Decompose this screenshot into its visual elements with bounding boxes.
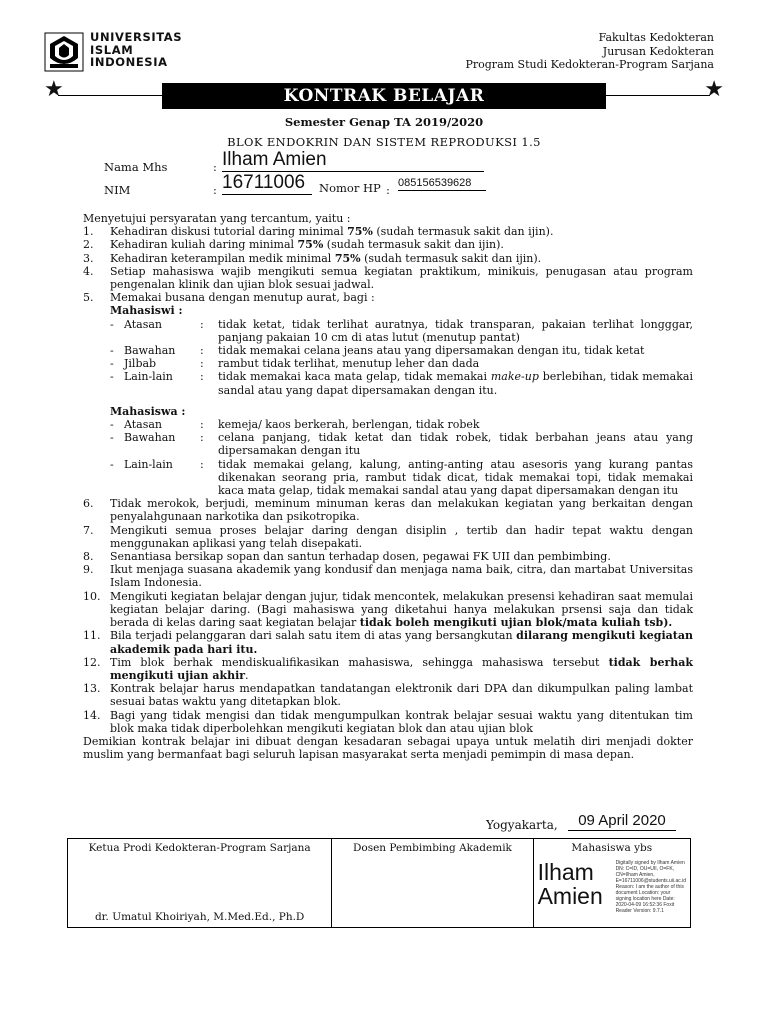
place-label: Yogyakarta, [486,818,558,832]
dress-rule: - Atasan : kemeja/ kaos berkerah, berlengan, tidak robek [83,418,693,431]
terms-body [83,212,693,761]
item-text: Kehadiran keterampilan medik minimal 75% (sudah termasuk sakit dan ijin). [110,251,542,265]
dress-rule: - Lain-lain : tidak memakai gelang, kalung, anting-anting atau asesoris yang kurang pantas dikenakan seorang pria, rambut tidak dicat, tidak memakai topi, tidak memakai kaca mata gelap, tidak memakai sandal atau yang dapat dipersamakan dengan itu [110,457,693,498]
dress-rule: - Bawahan : tidak memakai celana jeans atau yang dipersamakan dengan itu, tidak ketat [83,344,693,357]
dress-key: Jilbab [124,357,157,371]
item-number: 11. [83,629,101,643]
signature-cell-head [68,839,332,928]
list-item [83,225,693,238]
list-item [83,252,693,265]
list-item [83,563,693,589]
university-logo [44,32,84,72]
item-text: Kehadiran kuliah daring minimal 75% (sudah termasuk sakit dan ijin). [110,238,504,252]
dress-key: Bawahan [124,431,176,445]
signature-name: dr. Umatul Khoiriyah, M.Med.Ed., Ph.D [94,911,305,923]
item-number: 13. [83,682,101,696]
faculty-line: Jurusan Kedokteran [602,44,714,58]
dress-key: Atasan [124,317,163,331]
female-dress-title: Mahasiswi : [110,304,183,318]
star-icon: ★ [704,77,724,102]
list-item [83,656,693,682]
dress-value: tidak memakai kaca mata gelap, tidak memakai make-up berlebihan, tidak memakai sandal atau yang dapat dipersamakan dengan itu. [218,370,693,397]
name-label: Nama Mhs [104,160,168,174]
signature-cell-student[interactable] [533,839,690,928]
phone-field[interactable]: 085156539628 [398,176,486,191]
faculty-block [465,31,714,72]
item-text: Bagi yang tidak mengisi dan tidak mengumpulkan kontrak belajar sesuai waktu yang ditentukan tim blok maka tidak diperbolehkan mengikuti kegiatan blok dan atau ujian blok [110,708,693,735]
dress-value: kemeja/ kaos berkerah, berlengan, tidak robek [218,418,480,432]
list-item [83,709,693,735]
item-number: 10. [83,589,101,603]
semester: Semester Genap TA 2019/2020 [284,115,484,129]
date-field[interactable]: 09 April 2020 [568,812,676,831]
item-number: 14. [83,708,101,722]
university-name [90,31,182,69]
colon: : [213,160,217,174]
item-number: 8. [83,550,94,564]
colon: : [213,183,217,197]
dress-value: tidak ketat, tidak terlihat auratnya, tidak transparan, pakaian terlihat longggar, panjang pakaian 10 cm di atas lutut (menutup pantat) [218,317,693,344]
hp-label: Nomor HP [319,181,381,195]
list-item [83,291,693,304]
dress-key: Atasan [124,418,163,432]
list-item [83,497,693,523]
signature-name-line: Amien [537,883,603,909]
item-number: 2. [83,238,94,252]
item-number: 3. [83,251,94,265]
dress-value: rambut tidak terlihat, menutup leher dan dada [218,357,480,371]
item-text: Tim blok berhak mendiskualifikasikan mahasiswa, sehingga mahasiswa tersebut tidak berhak mengikuti ujian akhir. [110,655,693,682]
university-line: UNIVERSITAS [90,30,183,44]
list-item [83,682,693,708]
university-line: ISLAM [90,42,134,57]
item-text: Mengikuti semua proses belajar daring dengan disiplin , tertib dan hadir tepat waktu dengan menggunakan aplikasi yang telah disepakati. [110,523,693,550]
faculty-line: Fakultas Kedokteran [598,31,714,44]
item-number: 9. [83,563,94,577]
dress-rule: - Atasan : tidak ketat, tidak terlihat auratnya, tidak transparan, pakaian terlihat longggar, panjang pakaian 10 cm di atas lutut (menutup pantat) [110,317,693,344]
item-text: Ikut menjaga suasana akademik yang kondusif dan menjaga nama baik, citra, dan martabat Universitas Islam Indonesia. [110,563,693,590]
signature-name-line: Ilham [537,859,594,885]
dress-key: Bawahan [124,344,176,358]
dress-value: tidak memakai celana jeans atau yang dipersamakan dengan itu, tidak ketat [218,344,645,358]
item-number: 6. [83,497,94,511]
item-text: Kontrak belajar harus mendapatkan tandatangan elektronik dari DPA dan dikumpulkan paling lambat sesuai batas waktu yang ditetapkan blok. [110,682,693,709]
signature-title: Dosen Pembimbing Akademik [352,842,512,854]
university-line: INDONESIA [90,55,168,69]
list-item [83,524,693,550]
faculty-line: Program Studi Kedokteran-Program Sarjana [465,58,714,71]
digital-signature [538,860,686,914]
digital-signature-details: Digitally signed by Ilham Amien DN: C=ID, OU=UII, O=FK, CN=Ilham Amien, E=16711006@students.uii.ac.id Reason: I am the author of this document Location: your signing location here Date: 2020-04-09 16:52:36 Foxit Reader Version: 9.7.1 [615,860,687,914]
item-number: 7. [83,523,94,537]
item-text: Kehadiran diskusi tutorial daring minimal 75% (sudah termasuk sakit dan ijin). [110,225,554,239]
signature-title: Ketua Prodi Kedokteran-Program Sarjana [88,842,311,854]
item-text: Senantiasa bersikap sopan dan santun terhadap dosen, pegawai FK UII dan pembimbing. [110,550,611,564]
item-number: 5. [83,291,94,305]
item-text: Setiap mahasiswa wajib mengikuti semua kegiatan praktikum, minikuis, penugasan atau program pengenalan klinik dan ujian blok sesuai jadwal. [110,264,693,292]
list-item [83,265,693,291]
list-item [83,629,693,655]
list-item [83,590,693,630]
dress-rule: - Jilbab : rambut tidak terlihat, menutup leher dan dada [83,357,693,370]
item-text: Bila terjadi pelanggaran dari salah satu item di atas yang bersangkutan dilarang mengikuti kegiatan akademik pada hari itu. [110,629,693,656]
item-number: 4. [83,264,94,278]
item-text: Memakai busana dengan menutup aurat, bagi : [110,291,375,305]
star-icon: ★ [44,77,64,102]
item-number: 12. [83,655,101,669]
item-number: 1. [83,225,94,239]
dress-key: Lain-lain [124,457,173,471]
title-banner [44,77,724,109]
document-title: KONTRAK BELAJAR [162,83,606,109]
male-dress-title: Mahasiswa : [110,404,186,418]
nim-field[interactable]: 16711006 [222,172,312,195]
dress-key: Lain-lain [124,370,173,384]
list-item [83,238,693,251]
dress-rule: - Lain-lain : tidak memakai kaca mata gelap, tidak memakai make-up berlebihan, tidak memakai sandal atau yang dapat dipersamakan dengan itu. [110,370,693,397]
closing-text: Demikian kontrak belajar ini dibuat dengan kesadaran sebagai upaya untuk melatih diri menjadi dokter muslim yang bermanfaat bagi seluruh lapisan masyarakat serta menjadi pemimpin di masa depan. [83,734,693,762]
dress-value: tidak memakai gelang, kalung, anting-anting atau asesoris yang kurang pantas dikenakan seorang pria, rambut tidak dicat, tidak memakai topi, tidak memakai kaca mata gelap, tidak memakai sandal atau yang dapat dipersamakan dengan itu [218,457,693,498]
block-name: BLOK ENDOKRIN DAN SISTEM REPRODUKSI 1.5 [227,135,541,149]
signature-title: Mahasiswa ybs [571,842,653,854]
list-item [83,550,693,563]
colon: : [386,183,390,197]
name-field[interactable]: Ilham Amien [222,149,484,172]
signature-cell-advisor[interactable] [332,839,533,928]
nim-label: NIM [104,183,131,197]
signature-table [67,838,691,928]
dress-rule: - Bawahan : celana panjang, tidak ketat dan tidak robek, tidak berbahan jeans atau yang dipersamakan dengan itu [110,431,693,458]
dress-value: celana panjang, tidak ketat dan tidak robek, tidak berbahan jeans atau yang dipersamakan dengan itu [218,431,693,458]
intro-text: Menyetujui persyaratan yang tercantum, yaitu : [83,212,351,225]
item-text: Tidak merokok, berjudi, meminum minuman keras dan melakukan kegiatan yang berkaitan dengan penyalahgunaan narkotika dan psikotropika. [110,497,693,524]
item-text: Mengikuti kegiatan belajar dengan jujur, tidak mencontek, melakukan presensi kehadiran saat memulai kegiatan belajar daring. (Bagi mahasiswa yang diketahui hanya melakukan prsensi saja dan tidak berada di kelas daring saat kegiatan belajar tidak boleh mengikuti ujian blok/mata kuliah tsb). [110,589,693,630]
